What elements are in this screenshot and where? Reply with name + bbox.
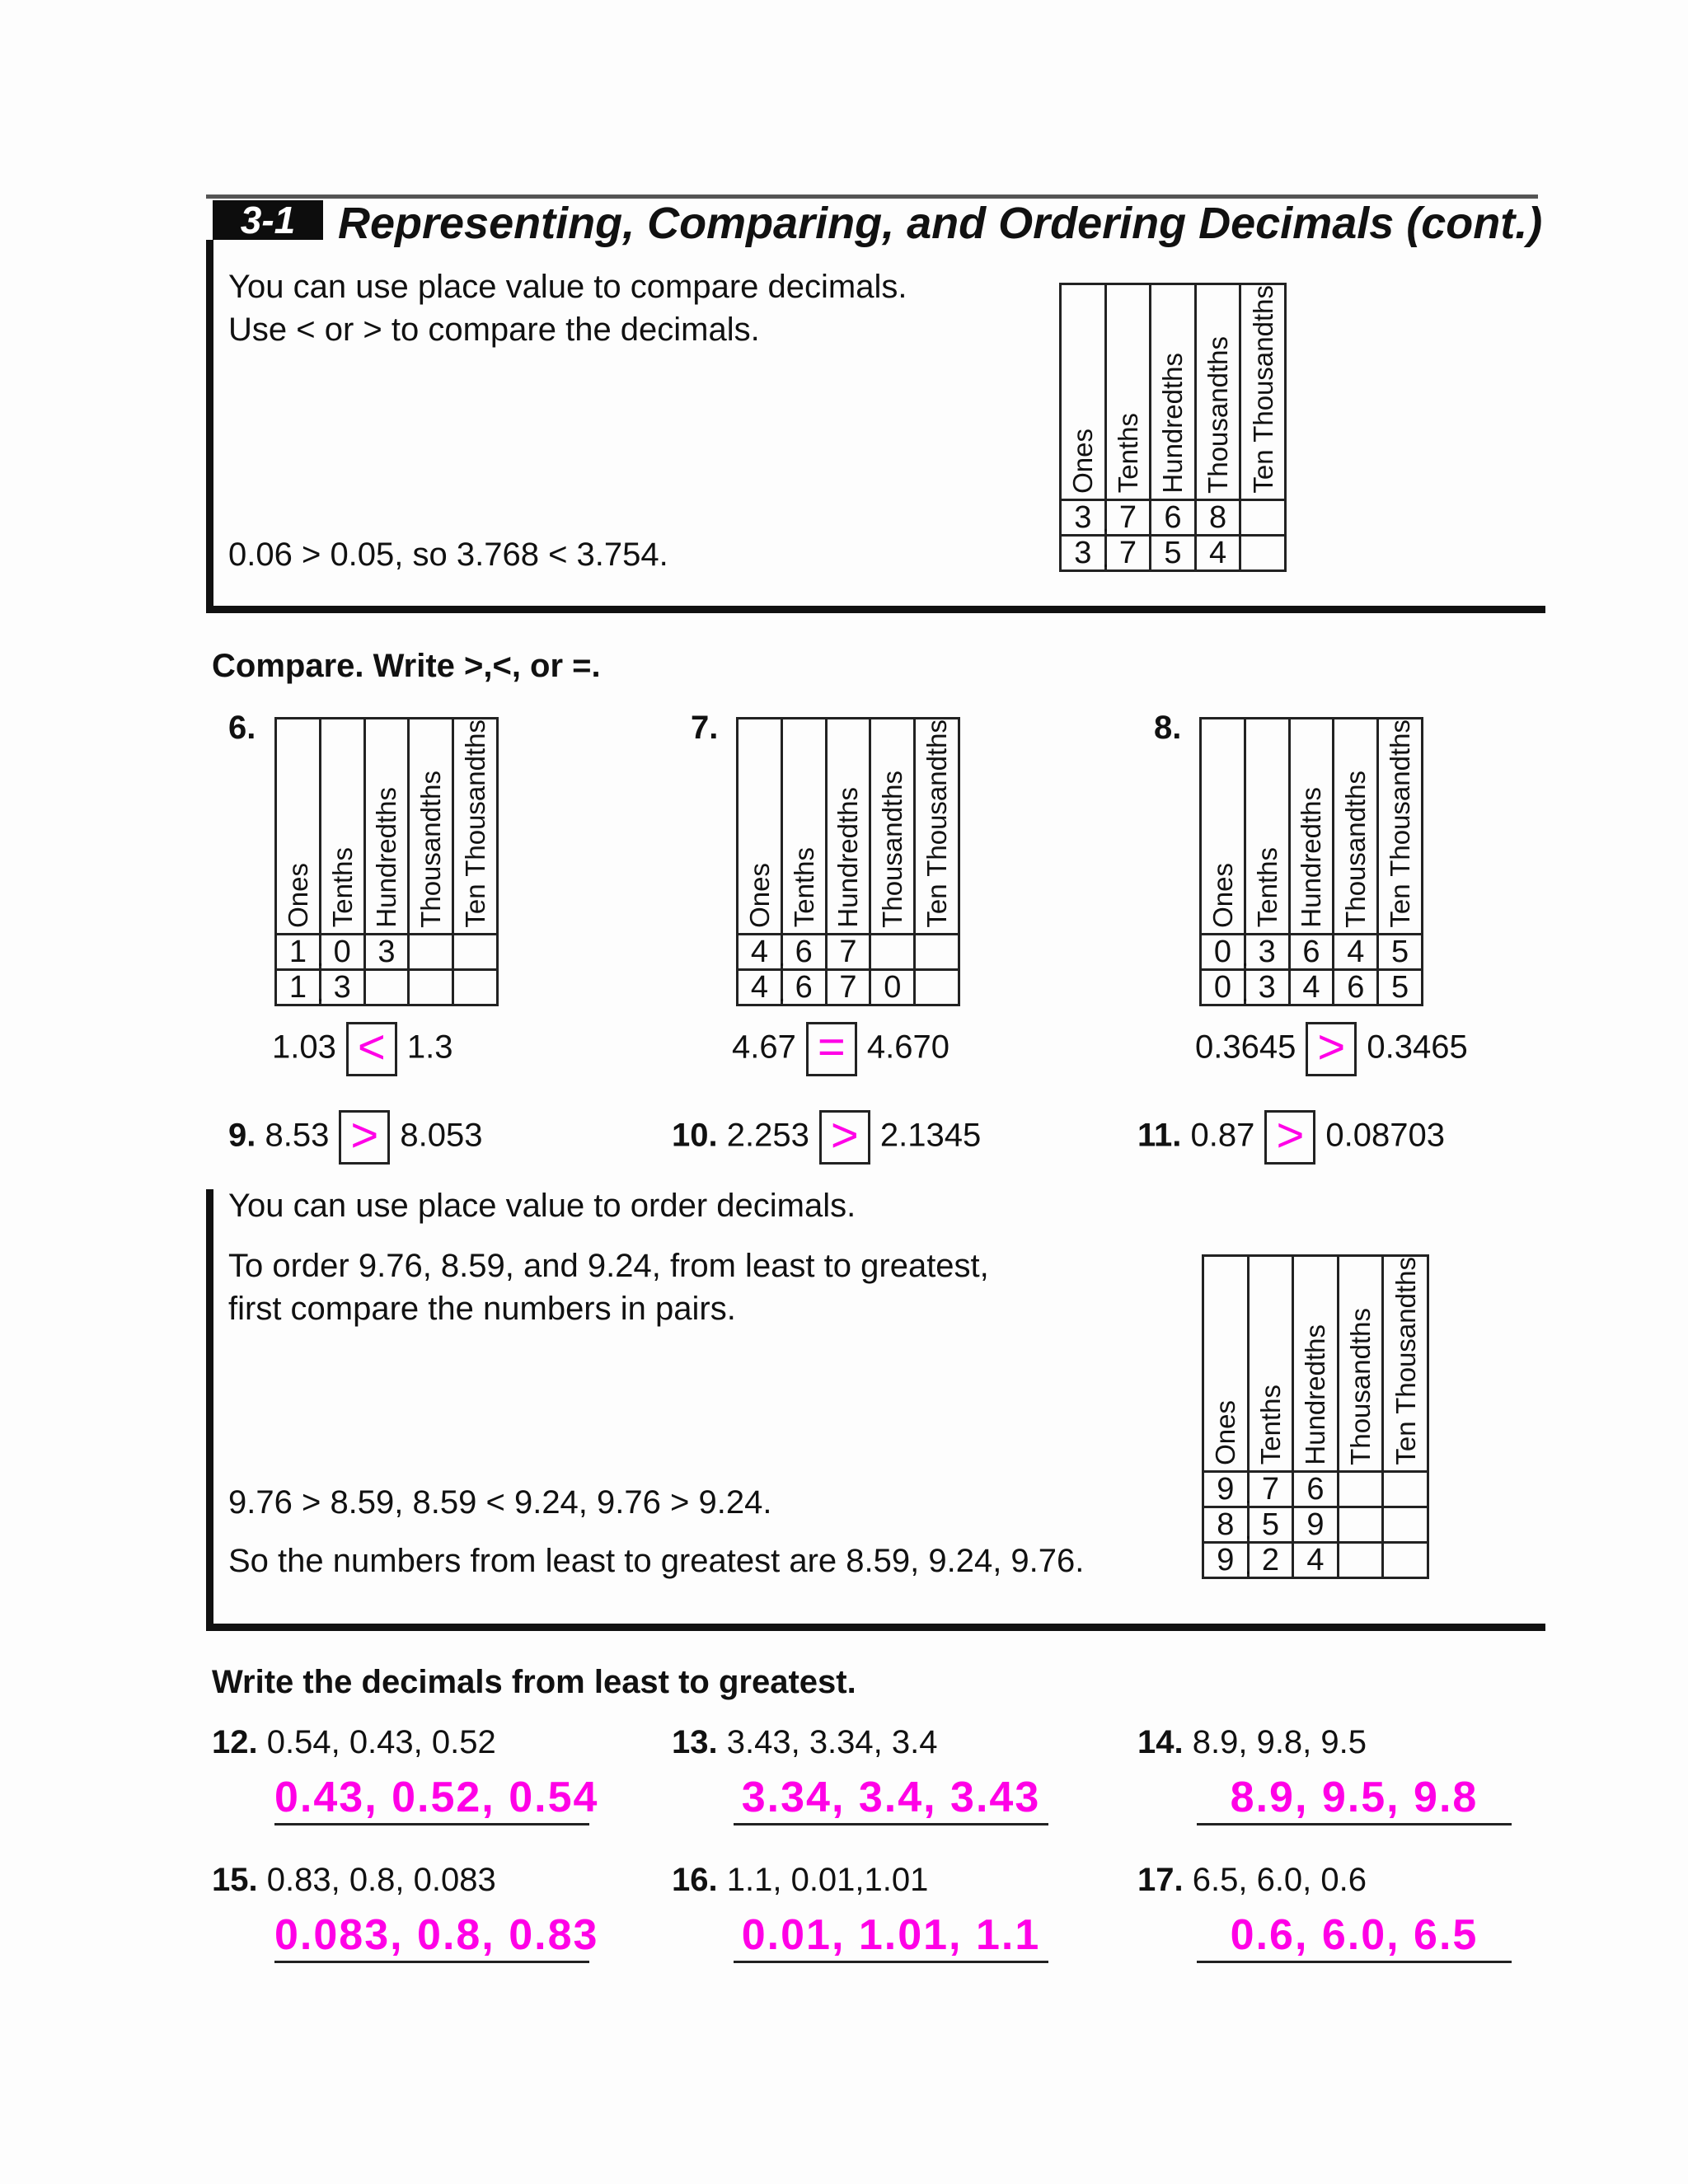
digit-cell: 7	[826, 934, 870, 969]
right-value: 0.3465	[1367, 1029, 1468, 1066]
digit-cell	[1383, 1471, 1428, 1507]
column-header	[1378, 719, 1423, 935]
answer-box[interactable]: >	[339, 1110, 390, 1165]
column-header-label: Ones	[1210, 1399, 1241, 1465]
digit-cell: 6	[1151, 499, 1196, 535]
digit-cell: 6	[1293, 1471, 1339, 1507]
digit-cell	[453, 969, 498, 1005]
place-value-table-intro	[1059, 283, 1287, 572]
digit-cell: 4	[1195, 535, 1240, 570]
left-value: 2.253	[726, 1117, 809, 1154]
column-header	[276, 719, 321, 935]
answer-line-17[interactable]: 0.6, 6.0, 6.5	[1197, 1910, 1512, 1963]
left-value: 0.87	[1190, 1117, 1255, 1154]
problem-number: 13.	[672, 1724, 718, 1760]
column-header-label: Ones	[1207, 862, 1238, 928]
digit-cell: 0	[320, 934, 364, 969]
problem-number: 11.	[1137, 1117, 1182, 1154]
column-header-label: Hundredths	[1296, 786, 1327, 928]
table-row	[1203, 1542, 1428, 1577]
digit-cell	[915, 969, 959, 1005]
column-header-label: Thousandths	[1340, 770, 1372, 928]
header-row	[1201, 719, 1423, 935]
column-header	[826, 719, 870, 935]
table-row	[738, 969, 959, 1005]
answer-line-16[interactable]: 0.01, 1.01, 1.1	[734, 1910, 1048, 1963]
digit-cell: 6	[1289, 934, 1334, 969]
column-header	[915, 719, 959, 935]
problem-number: 8.	[1154, 710, 1182, 746]
digit-cell: 3	[1245, 934, 1289, 969]
column-header	[1245, 719, 1289, 935]
digit-cell: 3	[1245, 969, 1289, 1005]
column-header	[364, 719, 409, 935]
digit-cell: 9 .	[1203, 1471, 1249, 1507]
problem-15	[212, 1858, 496, 1901]
table-row	[1201, 969, 1423, 1005]
left-value: 0.3645	[1195, 1029, 1296, 1066]
column-header	[1201, 719, 1245, 935]
digit-cell: 7	[826, 969, 870, 1005]
column-header-label: Ten Thousandths	[1247, 285, 1278, 494]
digit-cell: 6	[1334, 969, 1378, 1005]
table-row	[276, 969, 498, 1005]
digit-cell: 8 .	[1203, 1507, 1249, 1542]
right-value: 2.1345	[879, 1117, 982, 1154]
digit-cell	[409, 934, 453, 969]
column-header-label: Thousandths	[415, 770, 447, 928]
problem-14	[1137, 1721, 1367, 1764]
digit-cell: 6	[781, 934, 826, 969]
column-header-label: Hundredths	[371, 786, 402, 928]
column-header	[1383, 1256, 1428, 1472]
decimal-point: .	[1245, 1552, 1252, 1580]
column-header	[1338, 1256, 1383, 1472]
decimal-point: .	[1241, 979, 1249, 1007]
order-intro-line3: first compare the numbers in pairs.	[228, 1291, 736, 1327]
column-header	[1240, 284, 1286, 500]
digit-cell: 4 .	[738, 969, 782, 1005]
problem-number: 12.	[212, 1724, 258, 1760]
place-value-table-order	[1202, 1254, 1429, 1579]
digit-cell: 9 .	[1203, 1542, 1249, 1577]
problem-11	[1137, 1110, 1445, 1165]
column-header-label: Ten Thousandths	[921, 719, 953, 928]
digit-cell: 6	[781, 969, 826, 1005]
table-row	[276, 934, 498, 969]
decimal-point: .	[1102, 509, 1109, 537]
digit-cell: 1 .	[276, 934, 321, 969]
right-value: 1.3	[406, 1029, 453, 1066]
problem-number: 16.	[672, 1862, 718, 1898]
digit-cell: 5	[1151, 535, 1196, 570]
digit-cell: 5	[1378, 969, 1423, 1005]
digit-cell	[1240, 499, 1286, 535]
column-header	[1289, 719, 1334, 935]
compare-instruction: Compare. Write >,<, or =.	[212, 648, 601, 684]
problem-17	[1137, 1858, 1367, 1901]
column-header-label: Tenths	[1254, 1385, 1286, 1465]
problem-16	[672, 1858, 928, 1901]
lesson-badge: 3-1	[213, 200, 323, 240]
problem-number: 17.	[1137, 1862, 1184, 1898]
compare-intro-line2: Use < or > to compare the decimals.	[228, 312, 760, 348]
column-header	[409, 719, 453, 935]
decimal-point: .	[1241, 944, 1249, 972]
answer-line-13[interactable]: 3.34, 3.4, 3.43	[734, 1772, 1048, 1825]
given-values: 1.1, 0.01,1.01	[726, 1862, 929, 1898]
answer-box[interactable]: >	[819, 1110, 870, 1165]
decimal-point: .	[1102, 545, 1109, 573]
column-header-label: Ten Thousandths	[1385, 719, 1416, 928]
digit-cell	[1240, 535, 1286, 570]
header-row	[738, 719, 959, 935]
column-header	[1105, 284, 1151, 500]
column-header-label: Thousandths	[877, 770, 908, 928]
problem-number: 7.	[691, 710, 719, 746]
digit-cell	[1383, 1542, 1428, 1577]
column-header-label: Ones	[282, 862, 313, 928]
column-header	[1203, 1256, 1249, 1472]
table-row	[1203, 1471, 1428, 1507]
digit-cell	[364, 969, 409, 1005]
digit-cell	[1383, 1507, 1428, 1542]
table-row	[1061, 535, 1286, 570]
given-values: 8.9, 9.8, 9.5	[1192, 1724, 1367, 1760]
column-header-label: Ones	[1067, 428, 1099, 494]
answer-line-12[interactable]: 0.43, 0.52, 0.54	[274, 1772, 589, 1825]
problem-number: 15.	[212, 1862, 258, 1898]
digit-cell: 2	[1248, 1542, 1293, 1577]
column-header-label: Tenths	[1251, 847, 1282, 928]
given-values: 0.83, 0.8, 0.083	[266, 1862, 496, 1898]
answer-line-15[interactable]: 0.083, 0.8, 0.83	[274, 1910, 589, 1963]
column-header-label: Hundredths	[1157, 352, 1189, 494]
digit-cell: 7	[1105, 499, 1151, 535]
order-instruction: Write the decimals from least to greatest.	[212, 1664, 856, 1700]
digit-cell	[915, 934, 959, 969]
column-header-label: Thousandths	[1203, 335, 1234, 494]
given-values: 0.54, 0.43, 0.52	[266, 1724, 496, 1760]
digit-cell: 0 .	[1201, 969, 1245, 1005]
problem-number: 14.	[1137, 1724, 1184, 1760]
column-header-label: Hundredths	[1300, 1324, 1331, 1465]
digit-cell: 3	[320, 969, 364, 1005]
problem-number: 9.	[228, 1117, 256, 1154]
column-header-label: Tenths	[1112, 413, 1143, 494]
comparison-6	[272, 1022, 452, 1076]
compare-intro-conclusion: 0.06 > 0.05, so 3.768 < 3.754.	[228, 537, 668, 573]
column-header-label: Ten Thousandths	[460, 719, 491, 928]
digit-cell	[1338, 1542, 1383, 1577]
column-header-label: Hundredths	[832, 786, 864, 928]
decimal-point: .	[316, 979, 324, 1007]
table-row	[1061, 499, 1286, 535]
column-header-label: Tenths	[326, 847, 358, 928]
digit-cell: 3 .	[1061, 499, 1106, 535]
digit-cell: 0 .	[1201, 934, 1245, 969]
digit-cell: 8	[1195, 499, 1240, 535]
digit-cell: 3 .	[1061, 535, 1106, 570]
header-row	[1203, 1256, 1428, 1472]
problem-number: 6.	[228, 710, 256, 746]
decimal-point: .	[1245, 1481, 1252, 1509]
column-header-label: Tenths	[788, 847, 819, 928]
compare-intro-line1: You can use place value to compare decimals.	[228, 269, 907, 305]
digit-cell: 4 .	[738, 934, 782, 969]
given-values: 6.5, 6.0, 0.6	[1192, 1862, 1367, 1898]
column-header	[320, 719, 364, 935]
comparison-7	[732, 1022, 950, 1076]
decimal-point: .	[1245, 1516, 1252, 1544]
column-header-label: Thousandths	[1345, 1307, 1376, 1465]
left-value: 8.53	[265, 1117, 330, 1154]
given-values: 3.43, 3.34, 3.4	[726, 1724, 938, 1760]
column-header	[738, 719, 782, 935]
column-header	[781, 719, 826, 935]
digit-cell: 3	[364, 934, 409, 969]
column-header-label: Ones	[743, 862, 775, 928]
digit-cell: 4	[1293, 1542, 1339, 1577]
digit-cell	[870, 934, 915, 969]
digit-cell	[453, 934, 498, 969]
digit-cell	[1338, 1507, 1383, 1542]
column-header	[1151, 284, 1196, 500]
column-header-label: Ten Thousandths	[1390, 1257, 1421, 1465]
left-value: 4.67	[732, 1029, 796, 1066]
order-intro-pairs: 9.76 > 8.59, 8.59 < 9.24, 9.76 > 9.24.	[228, 1484, 772, 1521]
place-value-table-7	[736, 717, 960, 1006]
column-header	[453, 719, 498, 935]
digit-cell	[1338, 1471, 1383, 1507]
header-row	[1061, 284, 1286, 500]
table-row	[1203, 1507, 1428, 1542]
problem-9	[228, 1110, 482, 1165]
column-header	[1293, 1256, 1339, 1472]
digit-cell: 0	[870, 969, 915, 1005]
digit-cell: 9	[1293, 1507, 1339, 1542]
right-value: 8.053	[400, 1117, 483, 1154]
answer-line-14[interactable]: 8.9, 9.5, 9.8	[1197, 1772, 1512, 1825]
answer-box[interactable]: <	[346, 1022, 397, 1076]
problem-number: 10.	[672, 1117, 718, 1154]
comparison-8	[1195, 1022, 1468, 1076]
problem-12	[212, 1721, 496, 1764]
column-header	[1248, 1256, 1293, 1472]
order-intro-conclusion: So the numbers from least to greatest are 8.59, 9.24, 9.76.	[228, 1543, 1085, 1579]
decimal-point: .	[316, 944, 324, 972]
order-intro-line1: You can use place value to order decimals.	[228, 1188, 856, 1224]
digit-cell: 7	[1105, 535, 1151, 570]
column-header	[870, 719, 915, 935]
problem-13	[672, 1721, 938, 1764]
table-row	[1201, 934, 1423, 969]
place-value-table-6	[274, 717, 499, 1006]
place-value-table-8	[1199, 717, 1423, 1006]
decimal-point: .	[778, 944, 785, 972]
digit-cell: 4	[1289, 969, 1334, 1005]
digit-cell: 5	[1378, 934, 1423, 969]
header-row	[276, 719, 498, 935]
table-row	[738, 934, 959, 969]
page-title: Representing, Comparing, and Ordering Decimals (cont.)	[338, 199, 1543, 248]
decimal-point: .	[778, 979, 785, 1007]
column-header	[1334, 719, 1378, 935]
right-value: 0.08703	[1325, 1117, 1445, 1154]
order-intro-line2: To order 9.76, 8.59, and 9.24, from least to greatest,	[228, 1248, 989, 1284]
answer-box[interactable]: >	[1306, 1022, 1357, 1076]
answer-box[interactable]: =	[806, 1022, 857, 1076]
digit-cell	[409, 969, 453, 1005]
left-value: 1.03	[272, 1029, 336, 1066]
digit-cell: 7	[1248, 1471, 1293, 1507]
column-header	[1195, 284, 1240, 500]
problem-10	[672, 1110, 981, 1165]
right-value: 4.670	[866, 1029, 950, 1066]
digit-cell: 4	[1334, 934, 1378, 969]
column-header	[1061, 284, 1106, 500]
answer-box[interactable]: >	[1264, 1110, 1315, 1165]
digit-cell: 5	[1248, 1507, 1293, 1542]
digit-cell: 1 .	[276, 969, 321, 1005]
